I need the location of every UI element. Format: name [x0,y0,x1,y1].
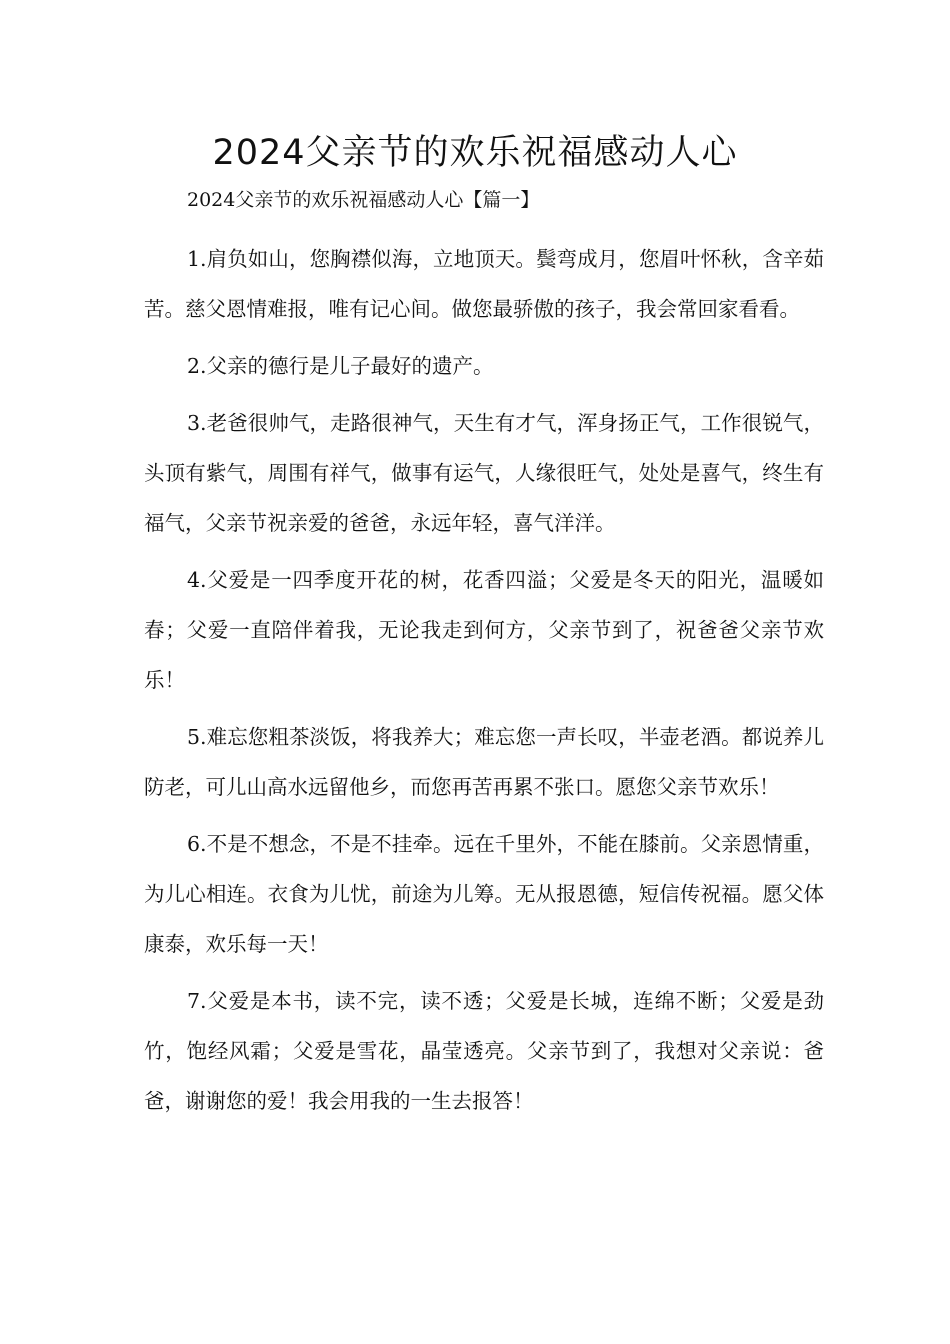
paragraph-2: 2.父亲的德行是儿子最好的遗产。 [187,354,494,378]
paragraph-4: 4.父爱是一四季度开花的树，花香四溢；父爱是冬天的阳光，温暖如春；父爱一直陪伴着我，无论我走到何方，父亲节到了，祝爸爸父亲节欢乐！ [144,568,824,692]
paragraph-1: 1.肩负如山，您胸襟似海，立地顶天。鬓弯成月，您眉叶怀秋，含辛茹苦。慈父恩情难报，唯有记心间。做您最骄傲的孩子，我会常回家看看。 [144,247,824,321]
section-heading: 2024父亲节的欢乐祝福感动人心【篇一】 [187,189,540,211]
paragraph-7: 7.父爱是本书，读不完，读不透；父爱是长城，连绵不断；父爱是劲竹，饱经风霜；父爱是雪花，晶莹透亮。父亲节到了，我想对父亲说：爸爸，谢谢您的爱！我会用我的一生去报答！ [144,989,824,1113]
paragraph-6: 6.不是不想念，不是不挂牵。远在千里外，不能在膝前。父亲恩情重，为儿心相连。衣食为儿忧，前途为儿筹。无从报恩德，短信传祝福。愿父体康泰，欢乐每一天！ [144,832,824,956]
paragraph-5: 5.难忘您粗茶淡饭，将我养大；难忘您一声长叹，半壶老酒。都说养儿防老，可儿山高水远留他乡，而您再苦再累不张口。愿您父亲节欢乐！ [144,725,824,799]
document-title: 2024父亲节的欢乐祝福感动人心 [212,133,738,173]
paragraph-3: 3.老爸很帅气，走路很神气，天生有才气，浑身扬正气，工作很锐气，头顶有紫气，周围有祥气，做事有运气，人缘很旺气，处处是喜气，终生有福气，父亲节祝亲爱的爸爸，永远年轻，喜气洋洋。 [144,411,824,535]
document-body [144,234,824,1133]
